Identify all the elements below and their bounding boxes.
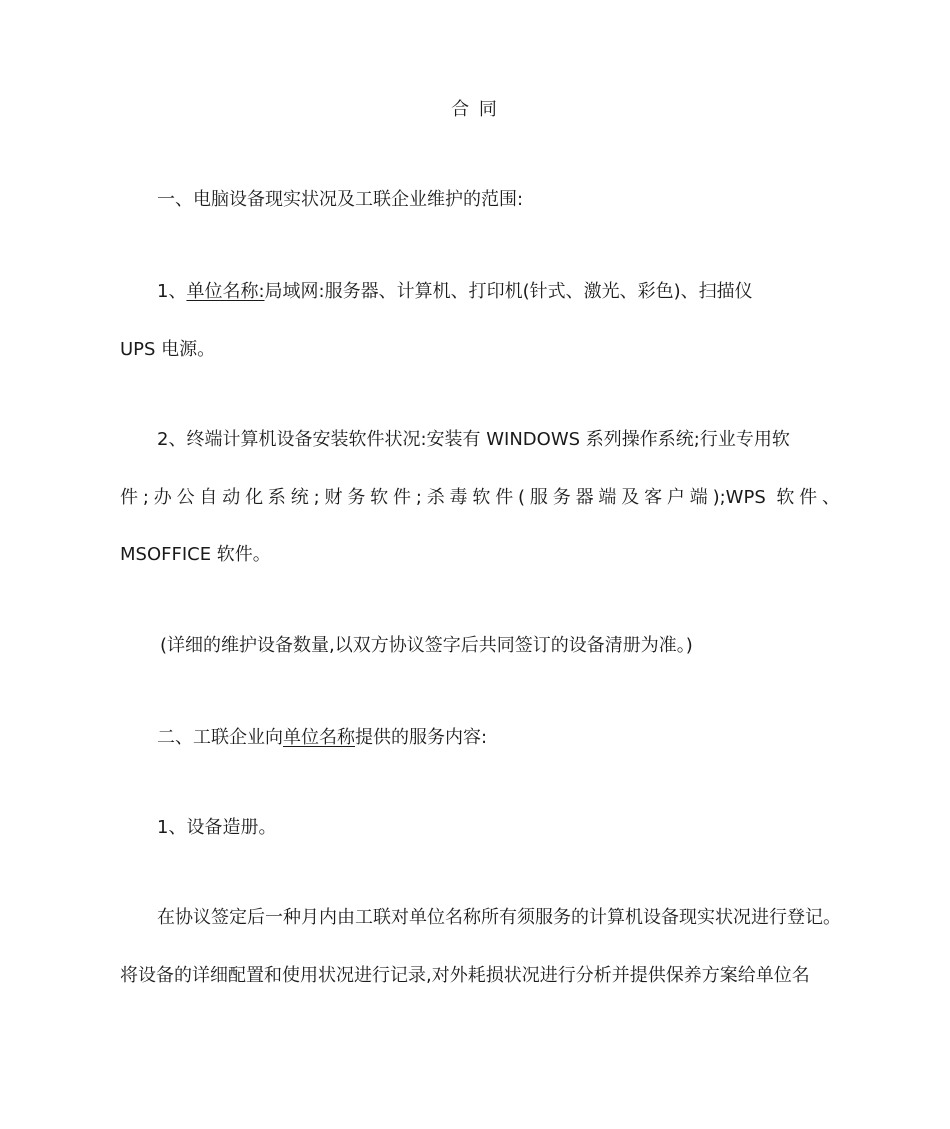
item1-line2: UPS 电源。 bbox=[120, 339, 216, 360]
item2-line3: MSOFFICE 软件。 bbox=[120, 544, 271, 565]
note-paragraph: (详细的维护设备数量,以双方协议签字后共同签订的设备清册为准。) bbox=[160, 635, 693, 656]
item1-line1 bbox=[157, 280, 753, 304]
section1-heading: 一、电脑设备现实状况及工联企业维护的范围: bbox=[157, 189, 524, 210]
item1-number: 1、 bbox=[157, 281, 187, 302]
section2-unit-name: 单位名称 bbox=[283, 727, 355, 748]
item1-text: 局域网:服务器、计算机、打印机(针式、激光、彩色)、扫描仪 bbox=[264, 281, 753, 302]
section2-suffix: 提供的服务内容: bbox=[355, 727, 488, 748]
service1-heading: 1、设备造册。 bbox=[157, 817, 277, 838]
section2-prefix: 二、工联企业向 bbox=[157, 727, 283, 748]
item1-unit-name: 单位名称: bbox=[186, 281, 265, 302]
service1-para-line1: 在协议签定后一种月内由工联对单位名称所有须服务的计算机设备现实状况进行登记。 bbox=[157, 907, 841, 928]
item2-line2: 件;办公自动化系统;财务软件;杀毒软件(服务器端及客户端);WPS 软件、 bbox=[120, 487, 840, 508]
section2-heading bbox=[157, 726, 487, 750]
service1-para-line2: 将设备的详细配置和使用状况进行记录,对外耗损状况进行分析并提供保养方案给单位名 bbox=[120, 965, 810, 986]
document-title: 合 同 bbox=[451, 99, 499, 120]
item2-line1: 2、终端计算机设备安装软件状况:安装有 WINDOWS 系列操作系统;行业专用软 bbox=[157, 429, 790, 450]
